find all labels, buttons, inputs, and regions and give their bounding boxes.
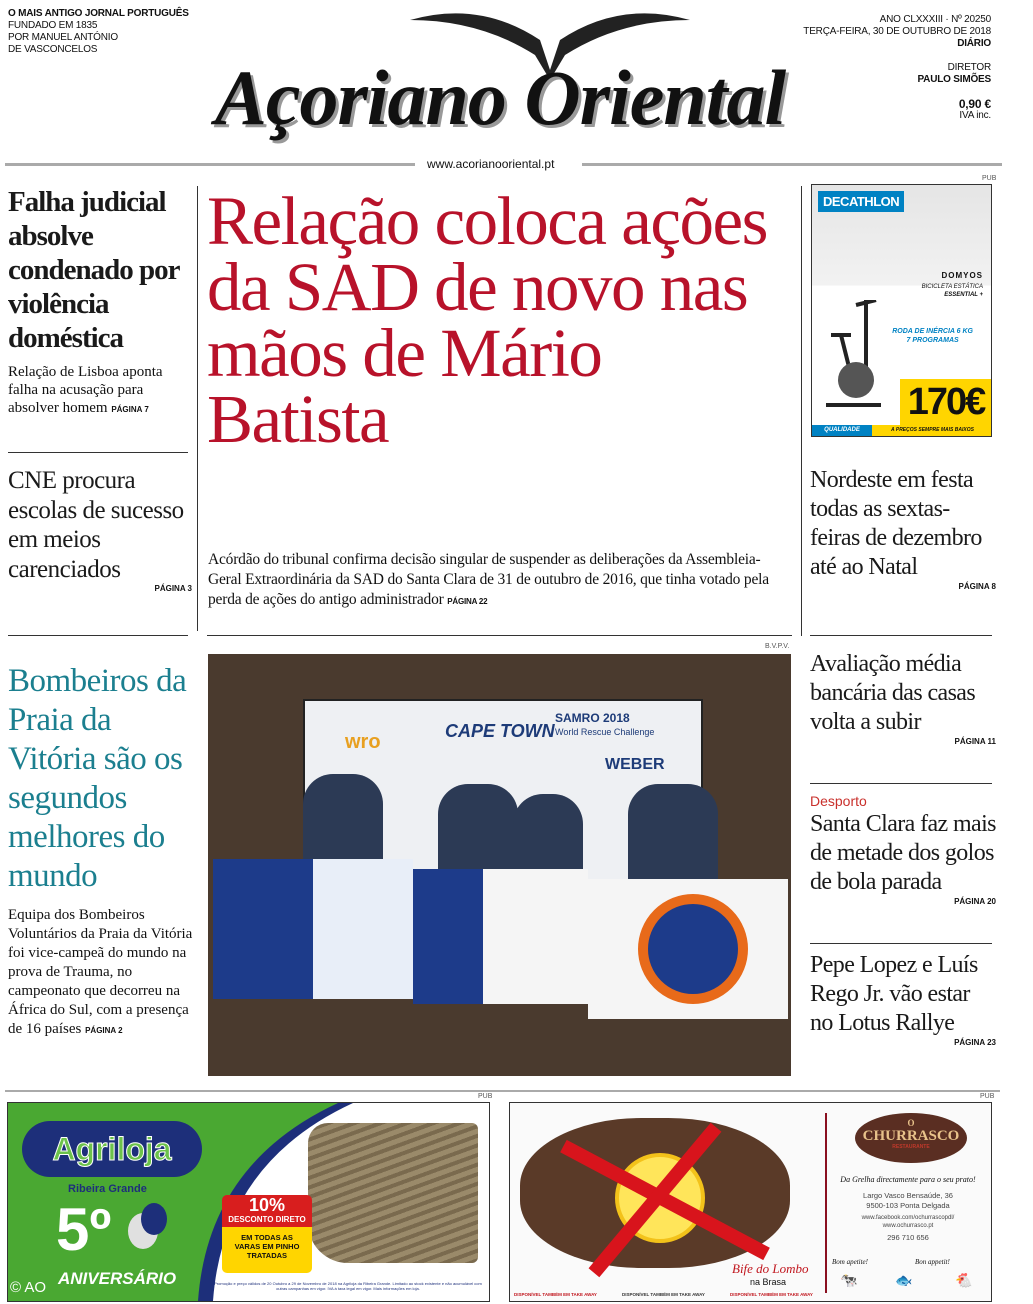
flag-protecao-civil [588, 879, 788, 1019]
divider [582, 163, 1002, 166]
phone: 296 710 656 [887, 1233, 929, 1242]
divider [8, 635, 188, 636]
ad-price: 170€ [900, 379, 992, 425]
feature: RODA DE INÉRCIA 6 KG [892, 328, 973, 335]
logo-sub: RESTAURANTE [892, 1144, 930, 1150]
fineprint: Promoção e preço válidos de 20 Outubro a 29 de Novembro de 2018 na Agriloja da Ribeira Grande. Limitado ao stock existente e não acumulável com outras campanhas em vigor. IVA à taxa legal em vigor. Mais informações em loja. [214, 1281, 482, 1291]
summary: Acórdão do tribunal confirma decisão singular de suspender as deliberações da Assembleia-Geral Extraordinária da SAD do Santa Clara de 31 de outubro de 2016, que tinha votado pela perda de ações do antigo administrador [208, 551, 769, 608]
column-divider [801, 186, 802, 636]
vat: IVA inc. [959, 110, 991, 121]
banner-text: WEBER [605, 756, 665, 773]
photo-credit: B.V.P.V. [765, 643, 790, 650]
logo-brand: CHURRASCO [862, 1128, 960, 1144]
ad-churrasco[interactable] [509, 1102, 992, 1302]
quality-label: QUALIDADE [812, 425, 872, 436]
headline[interactable]: Avaliação média bancária das casas volta a subir [810, 651, 976, 735]
founded: FUNDADO EM 1835 [8, 20, 98, 31]
banner-text: SAMRO 2018 [555, 711, 630, 725]
exercise-bike-icon [826, 300, 896, 410]
story-nordeste[interactable] [810, 466, 996, 591]
lead-headline[interactable]: Relação coloca ações da SAD de novo nas mãos de Mário Batista [207, 183, 767, 457]
cow-icon: 🐄 [840, 1274, 858, 1289]
price: 0,90 € [958, 97, 991, 111]
pub-label: PUB [980, 1093, 995, 1100]
headline[interactable]: Pepe Lopez e Luís Rego Jr. vão estar no Lotus Rallye [810, 952, 978, 1036]
newspaper-title: Açoriano Oriental [214, 54, 786, 141]
discount-badge [222, 1195, 312, 1273]
flag-azores [413, 869, 588, 1004]
discount-label: DESCONTO DIRETO [228, 1215, 306, 1224]
pub-label: PUB [982, 175, 997, 182]
story-falha-judicial[interactable] [8, 185, 192, 419]
website-link[interactable]: www.ochurrasco.pt [882, 1223, 934, 1229]
ad-decathlon[interactable] [811, 184, 992, 437]
product-brand: DOMYOS [941, 271, 983, 280]
flag-humanitaria [213, 859, 413, 999]
contact-info [828, 1191, 988, 1243]
story-lotus-rallye[interactable] [810, 951, 996, 1047]
offer: EM TODAS AS VARAS EM PINHO TRATADAS [222, 1227, 312, 1273]
logo-top: O [907, 1118, 915, 1128]
page-ref: PÁGINA 2 [85, 1026, 123, 1035]
address: Largo Vasco Bensaúde, 36 [863, 1191, 953, 1200]
headline[interactable]: Bombeiros da Praia da Vitória são os segundos melhores do mundo [8, 663, 187, 894]
product-model: ESSENTIAL + [944, 292, 983, 298]
takeaway: DISPONÍVEL TAMBÉM EM TAKE AWAY [514, 1292, 597, 1297]
anniversary-number: 5º [56, 1196, 112, 1263]
page-ref: PÁGINA 3 [154, 584, 192, 593]
features [892, 327, 973, 345]
product-name: BICICLETA ESTÁTICA [921, 284, 983, 290]
fish-icon: 🐟 [895, 1274, 913, 1289]
divider [207, 635, 792, 636]
wooden-poles [308, 1123, 478, 1263]
headline[interactable]: CNE procura escolas de sucesso em meios carenciados [8, 467, 184, 583]
divider [810, 635, 992, 636]
pub-label: PUB [478, 1093, 493, 1100]
greeting: Bon appetit! [915, 1258, 950, 1266]
product [922, 283, 983, 299]
story-bombeiros[interactable] [8, 662, 194, 1040]
director: PAULO SIMÕES [917, 74, 991, 85]
summary: Equipa dos Bombeiros Voluntários da Praia da Vitória foi vice-campeã do mundo na prova de Trauma, no campeonato que decorreu na África do Sul, com a presença de 16 países [8, 907, 193, 1037]
dish-name-2: na Brasa [750, 1277, 787, 1287]
chicken-icon: 🐔 [955, 1274, 973, 1289]
decathlon-logo: DECATHLON [818, 191, 904, 212]
story-cne[interactable] [8, 466, 192, 593]
headline[interactable]: Santa Clara faz mais de metade dos golos de bola parada [810, 811, 996, 895]
feature: 7 PROGRAMAS [906, 337, 959, 344]
page-ref: PÁGINA 7 [111, 405, 149, 414]
page-ref: PÁGINA 22 [447, 597, 488, 606]
issue: ANO CLXXXIII · Nº 20250 [879, 14, 991, 25]
divider [5, 1090, 1000, 1092]
lead-summary [208, 550, 793, 612]
section-label[interactable]: Desporto [810, 793, 867, 809]
banner-text: wro [345, 731, 381, 753]
lead-photo[interactable] [208, 654, 791, 1076]
frequency: DIÁRIO [957, 38, 991, 49]
slogan: A PREÇOS SEMPRE MAIS BAIXOS [872, 425, 992, 436]
director-label: DIRETOR [947, 62, 991, 73]
page-ref: PÁGINA 23 [954, 1038, 996, 1047]
address: 9500-103 Ponta Delgada [866, 1201, 950, 1210]
page-ref: PÁGINA 11 [954, 737, 996, 746]
story-santa-clara[interactable] [810, 793, 996, 906]
founder-2: DE VASCONCELOS [8, 44, 98, 55]
facebook-link[interactable]: www.facebook.com/ochurrascopdl/ [861, 1215, 955, 1221]
anniversary-label: ANIVERSÁRIO [58, 1269, 177, 1288]
divider [810, 783, 992, 784]
tagline: O MAIS ANTIGO JORNAL PORTUGUÊS [8, 8, 189, 19]
divider [825, 1113, 827, 1293]
greeting: Bom apetite! [832, 1258, 868, 1266]
column-divider [197, 186, 198, 631]
summary: Relação de Lisboa aponta falha na acusação para absolver homem [8, 364, 163, 416]
masthead-right [803, 14, 991, 122]
page-ref: PÁGINA 8 [958, 582, 996, 591]
copyright-watermark: © AO [10, 1279, 47, 1296]
ad-agriloja[interactable] [7, 1102, 490, 1302]
headline[interactable]: Falha judicial absolve condenado por violência doméstica [8, 186, 179, 354]
website-link[interactable]: www.acorianooriental.pt [427, 157, 555, 171]
date: TERÇA-FEIRA, 30 DE OUTUBRO DE 2018 [803, 26, 991, 37]
takeaway: DISPONÍVEL TAMBÉM EM TAKE AWAY [730, 1292, 813, 1297]
banner-text: CAPE TOWN [445, 721, 555, 741]
divider [810, 943, 992, 944]
dish-name: Bife do Lombo [732, 1261, 809, 1276]
divider [8, 452, 188, 453]
story-avaliacao-bancaria[interactable] [810, 650, 996, 746]
churrasco-logo [855, 1113, 967, 1163]
discount-value: 10% [248, 1195, 286, 1215]
protecao-civil-emblem-icon [638, 894, 748, 1004]
agriloja-logo: Agriloja [22, 1121, 202, 1177]
takeaway: DISPONÍVEL TAMBÉM EM TAKE AWAY [622, 1292, 705, 1297]
headline[interactable]: Nordeste em festa todas as sextas-feiras de dezembro até ao Natal [810, 467, 982, 580]
person [628, 784, 718, 894]
banner-text: World Rescue Challenge [555, 727, 655, 737]
founder: POR MANUEL ANTÓNIO [8, 32, 118, 43]
balloon-icon [141, 1203, 167, 1235]
tagline: Da Grelha directamente para o seu prato! [840, 1175, 976, 1184]
divider [5, 163, 415, 166]
page-ref: PÁGINA 20 [954, 897, 996, 906]
location: Ribeira Grande [68, 1183, 147, 1195]
